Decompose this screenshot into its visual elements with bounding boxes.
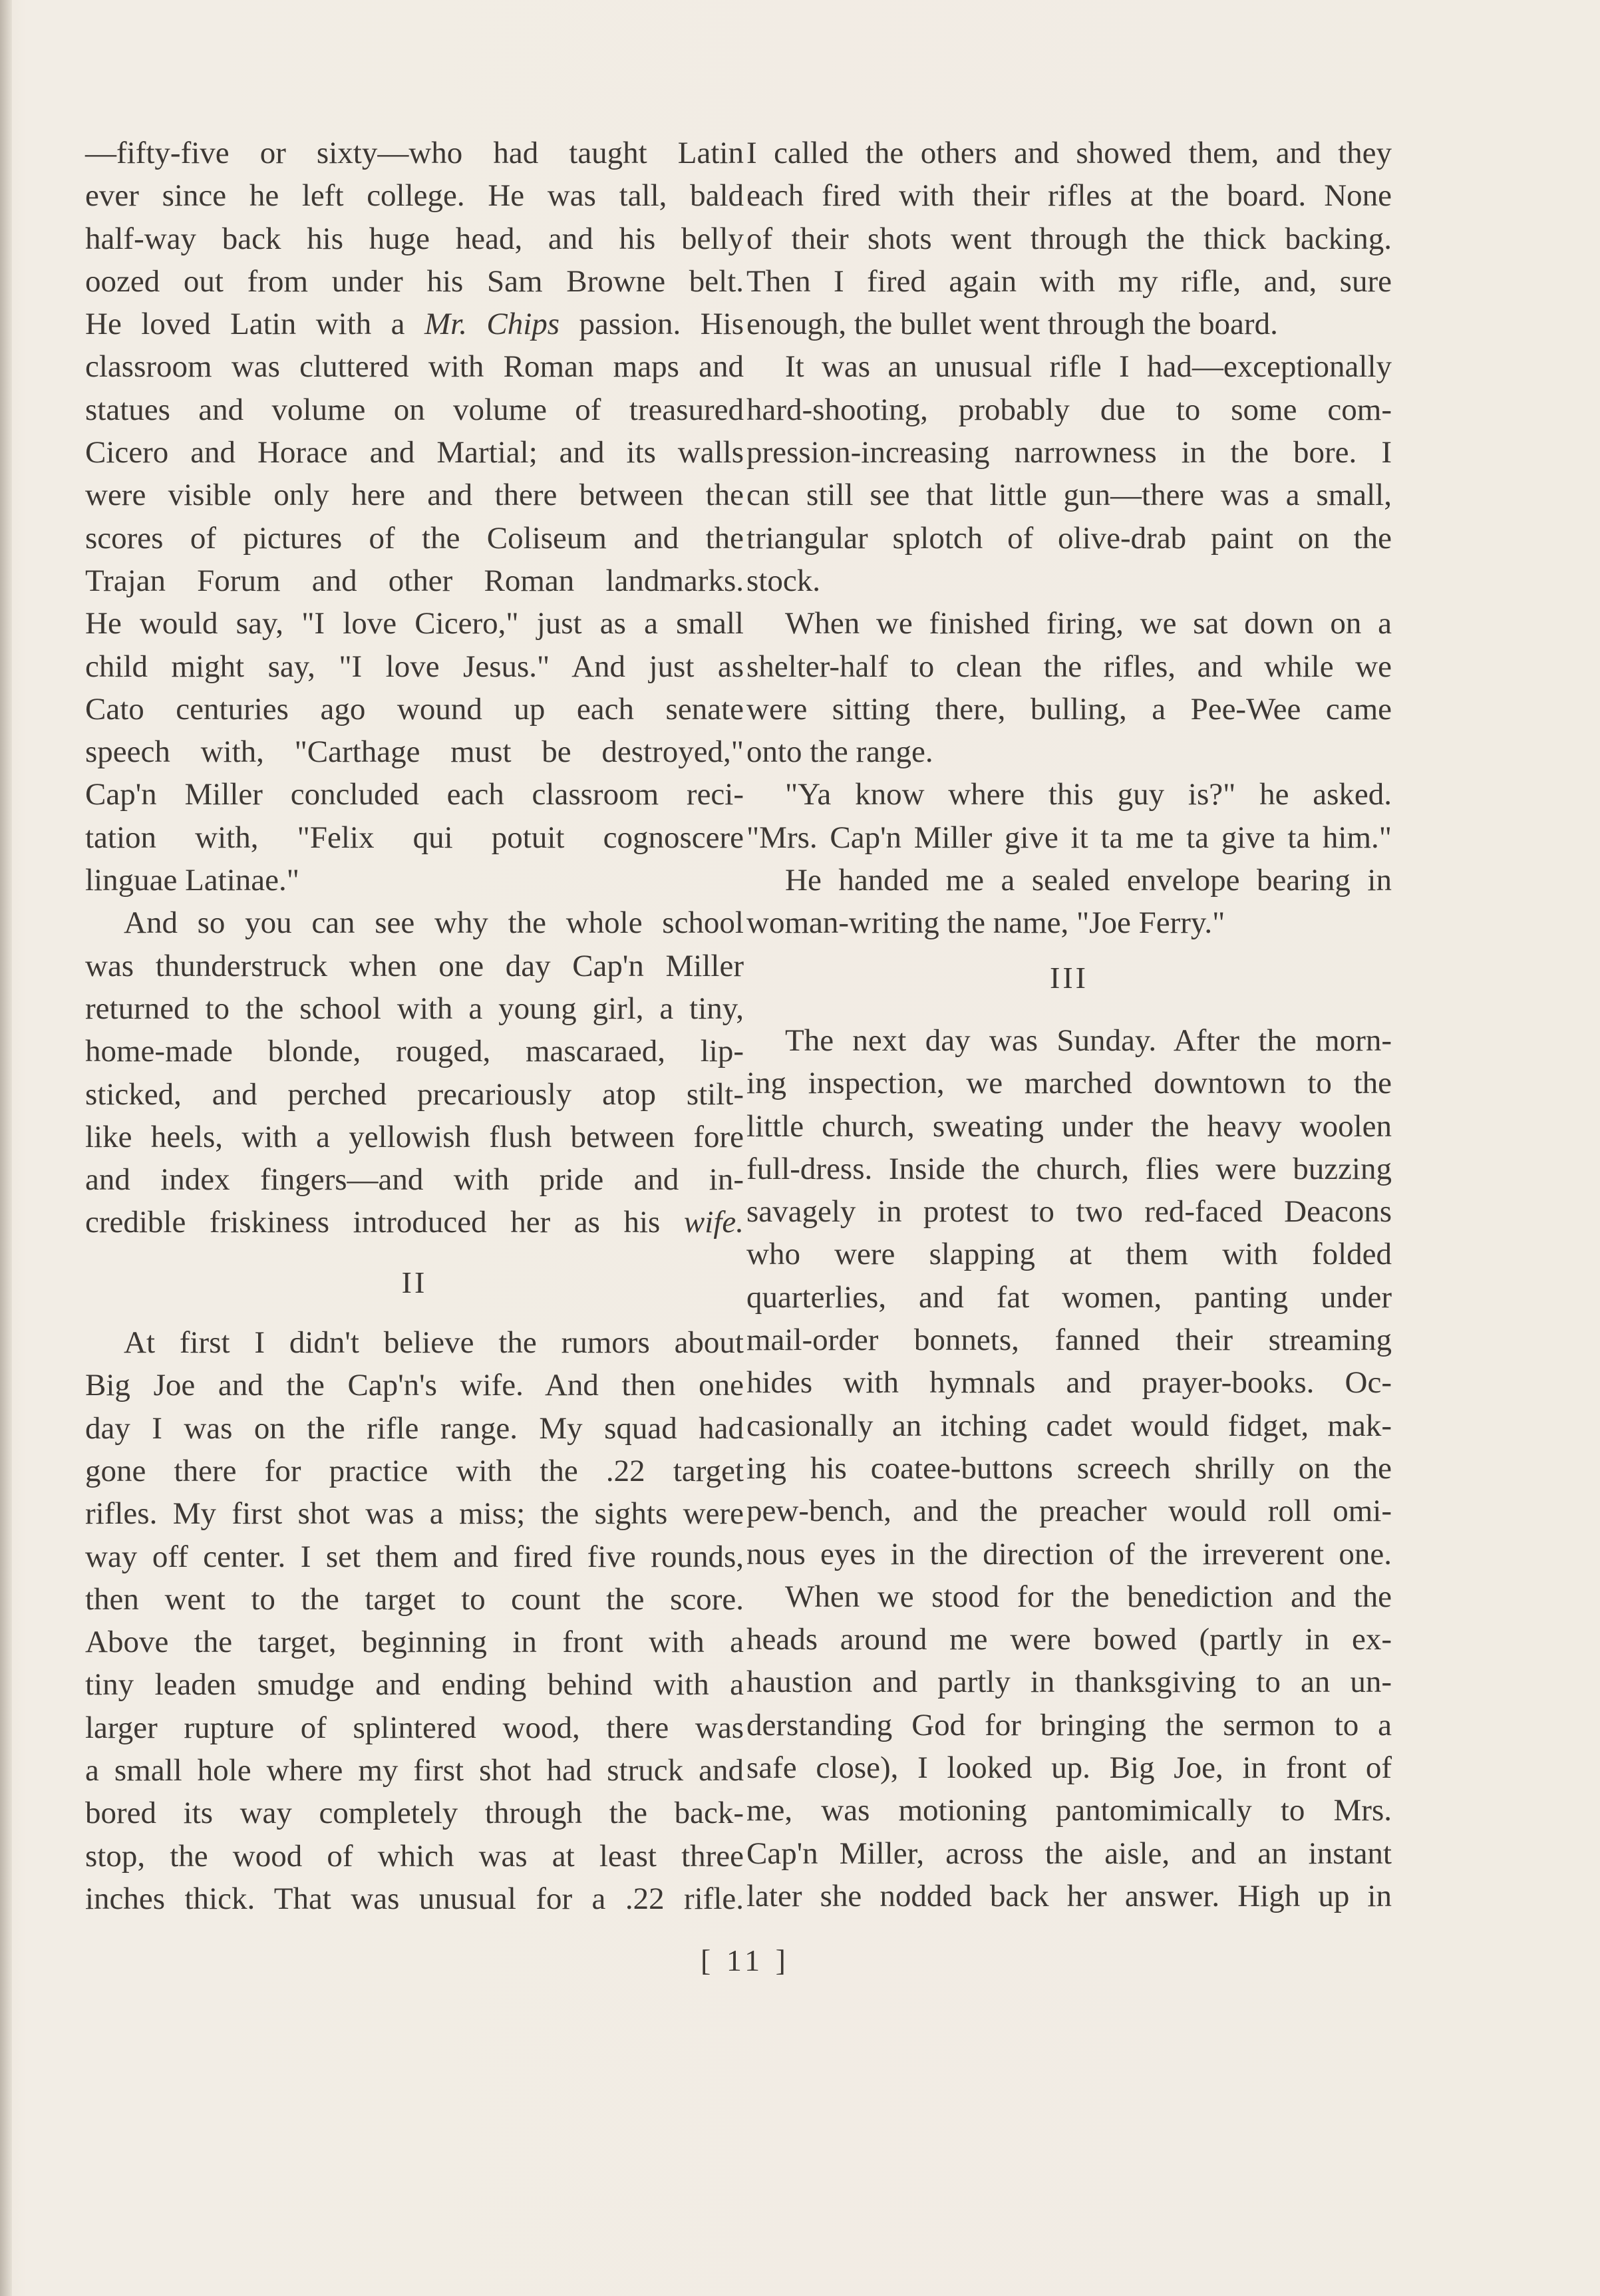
text-line: a small hole where my first shot had struck and	[85, 1752, 744, 1788]
text-line: He would say, "I love Cicero," just as a small	[85, 606, 744, 641]
text-line: returned to the school with a young girl, a tiny,	[85, 991, 744, 1026]
text-fragment: passion. His	[579, 307, 744, 342]
text-line: each fired with their rifles at the board. None	[746, 178, 1392, 214]
text-line: nous eyes in the direction of the irreverent one.	[746, 1536, 1392, 1571]
text-line: triangular splotch of olive-drab paint on the	[746, 520, 1392, 556]
text-line: shelter-half to clean the rifles, and while we	[746, 649, 1392, 684]
text-line: Cicero and Horace and Martial; and its walls	[85, 435, 744, 470]
text-line: half-way back his huge head, and his belly	[85, 221, 744, 256]
page-number: [ 11 ]	[701, 1943, 790, 1977]
text-line: enough, the bullet went through the board.	[746, 307, 1278, 342]
text-line	[85, 303, 744, 345]
paragraph	[746, 345, 1392, 602]
text-line: It was an unusual rifle I had—exceptionally	[785, 349, 1392, 385]
text-line: hides with hymnals and prayer-books. Oc-	[746, 1365, 1392, 1400]
text-line: inches thick. That was unusual for a .22 rifle.	[85, 1881, 744, 1916]
text-line: hard-shooting, probably due to some com-	[746, 392, 1392, 427]
text-line: When we finished firing, we sat down on a	[785, 606, 1392, 641]
text-line: stop, the wood of which was at least three	[85, 1838, 744, 1874]
text-line: savagely in protest to two red-faced Deacons	[746, 1194, 1392, 1230]
text-line: like heels, with a yellowish flush between fore	[85, 1119, 744, 1154]
text-line: way off center. I set them and fired five rounds,	[85, 1539, 744, 1574]
text-line: home-made blonde, rouged, mascaraed, lip-	[85, 1034, 744, 1069]
text-line: At first I didn't believe the rumors about	[124, 1325, 744, 1361]
text-line: Then I fired again with my rifle, and, sure	[746, 263, 1392, 299]
right-column	[746, 132, 1392, 1917]
section-heading: II	[401, 1265, 428, 1299]
text-line: safe close), I looked up. Big Joe, in front of	[746, 1750, 1392, 1785]
text-line: and index fingers—and with pride and in-	[85, 1162, 744, 1198]
paragraph	[746, 602, 1392, 773]
text-fragment: He loved Latin with a	[85, 307, 405, 342]
text-line: full-dress. Inside the church, flies were buzzing	[746, 1151, 1392, 1186]
paragraph	[85, 132, 744, 902]
emphasis: wife.	[683, 1205, 744, 1240]
text-line: tiny leaden smudge and ending behind with a	[85, 1667, 744, 1703]
text-line: onto the range.	[746, 735, 933, 770]
text-line: casionally an itching cadet would fidget, mak-	[746, 1408, 1392, 1443]
text-line: tation with, "Felix qui potuit cognoscere	[85, 820, 744, 855]
text-line: pression-increasing narrowness in the bore. I	[746, 435, 1392, 470]
text-line: ever since he left college. He was tall, bald	[85, 178, 744, 214]
text-line: stock.	[746, 563, 820, 598]
text-line: later she nodded back her answer. High up in	[746, 1878, 1392, 1913]
text-line: Trajan Forum and other Roman landmarks.	[85, 563, 744, 598]
text-line	[85, 1201, 744, 1243]
text-line: scores of pictures of the Coliseum and the	[85, 520, 744, 556]
text-line: rifles. My first shot was a miss; the sights were	[85, 1496, 744, 1532]
text-line: Above the target, beginning in front with a	[85, 1625, 744, 1660]
book-title: Mr. Chips	[424, 307, 560, 342]
paragraph	[746, 773, 1392, 859]
text-line: was thunderstruck when one day Cap'n Miller	[85, 948, 744, 983]
text-line: quarterlies, and fat women, panting under	[746, 1279, 1392, 1315]
text-line: ing inspection, we marched downtown to the	[746, 1066, 1392, 1101]
page-edge-shadow	[0, 0, 12, 2296]
text-line: were visible only here and there between the	[85, 478, 744, 513]
text-line: woman-writing the name, "Joe Ferry."	[746, 905, 1225, 941]
text-line: bored its way completely through the back-	[85, 1796, 744, 1831]
paragraph	[746, 1019, 1392, 1575]
text-line: —fifty-five or sixty—who had taught Latin	[85, 136, 744, 170]
text-line: Cap'n Miller, across the aisle, and an instant	[746, 1836, 1392, 1871]
text-line: larger rupture of splintered wood, there was	[85, 1710, 744, 1745]
text-line: of their shots went through the thick backing.	[746, 221, 1392, 256]
text-line: me, was motioning pantomimically to Mrs.	[746, 1793, 1392, 1828]
text-line: The next day was Sunday. After the morn-	[785, 1023, 1392, 1058]
text-line: He handed me a sealed envelope bearing in	[785, 863, 1392, 898]
text-line: oozed out from under his Sam Browne belt.	[85, 263, 744, 299]
text-line: And so you can see why the whole school	[124, 905, 744, 941]
text-fragment: credible friskiness introduced her as his	[85, 1205, 661, 1240]
text-line: speech with, "Carthage must be destroyed,"	[85, 735, 744, 770]
text-line: heads around me were bowed (partly in ex-	[746, 1622, 1392, 1657]
text-line: sticked, and perched precariously atop stilt-	[85, 1076, 744, 1112]
left-column	[85, 132, 744, 1920]
text-line: statues and volume on volume of treasured	[85, 392, 744, 427]
paragraph	[85, 902, 744, 1243]
paragraph	[746, 1575, 1392, 1917]
text-line: derstanding God for bringing the sermon to a	[746, 1707, 1392, 1742]
section-heading: III	[1050, 960, 1088, 995]
text-line: "Mrs. Cap'n Miller give it ta me ta give ta him."	[746, 820, 1392, 855]
text-line: classroom was cluttered with Roman maps and	[85, 349, 744, 385]
paragraph	[85, 1321, 744, 1920]
text-line: ing his coatee-buttons screech shrilly on the	[746, 1450, 1392, 1486]
text-line: child might say, "I love Jesus." And just as	[85, 649, 744, 684]
text-line: who were slapping at them with folded	[746, 1237, 1392, 1272]
text-line: pew-bench, and the preacher would roll omi-	[746, 1494, 1392, 1529]
paragraph	[746, 859, 1392, 945]
text-line: linguae Latinae."	[85, 863, 299, 898]
paragraph	[746, 132, 1392, 345]
text-line: "Ya know where this guy is?" he asked.	[785, 777, 1392, 812]
text-line: gone there for practice with the .22 target	[85, 1453, 744, 1488]
text-line: haustion and partly in thanksgiving to an un-	[746, 1665, 1392, 1700]
text-line: can still see that little gun—there was a small,	[746, 478, 1392, 513]
text-line: I called the others and showed them, and they	[746, 136, 1392, 170]
text-line: mail-order bonnets, fanned their streaming	[746, 1323, 1392, 1358]
text-line: Big Joe and the Cap'n's wife. And then one	[85, 1368, 744, 1403]
text-line: Cap'n Miller concluded each classroom reci-	[85, 777, 744, 812]
text-line: little church, sweating under the heavy woolen	[746, 1108, 1392, 1144]
text-line: were sitting there, bulling, a Pee-Wee came	[746, 691, 1392, 727]
text-line: then went to the target to count the score.	[85, 1581, 744, 1617]
text-line: When we stood for the benediction and the	[785, 1579, 1392, 1614]
text-line: Cato centuries ago wound up each senate	[85, 691, 744, 727]
text-line: day I was on the rifle range. My squad had	[85, 1410, 744, 1446]
